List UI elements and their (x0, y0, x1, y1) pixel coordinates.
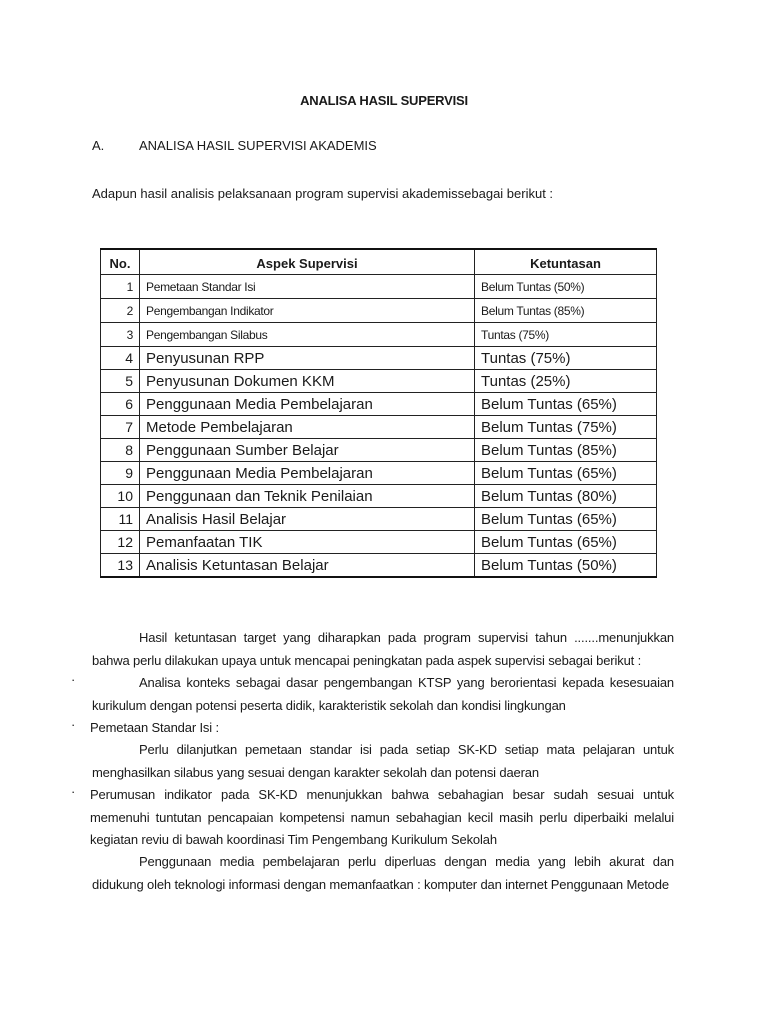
row-number: 11 (101, 508, 140, 531)
bullet-dot: · (71, 717, 76, 732)
row-number: 6 (101, 393, 140, 416)
intro-text: Adapun hasil analisis pelaksanaan program supervisi akademissebagai berikut : (92, 186, 554, 201)
section-heading-text: ANALISA HASIL SUPERVISI AKADEMIS (139, 138, 377, 153)
row-number: 10 (101, 485, 140, 508)
row-aspek: Metode Pembelajaran (140, 416, 475, 439)
table-row (101, 275, 657, 299)
bullet-dot: · (71, 672, 76, 687)
header-aspek: Aspek Supervisi (140, 249, 475, 275)
table-row (101, 299, 657, 323)
row-ketuntasan: Belum Tuntas (75%) (475, 416, 657, 439)
table-row (101, 439, 657, 462)
table-row (101, 462, 657, 485)
row-ketuntasan: Belum Tuntas (85%) (475, 439, 657, 462)
row-number: 7 (101, 416, 140, 439)
table-header-row (101, 249, 657, 275)
row-aspek: Analisis Hasil Belajar (140, 508, 475, 531)
row-number: 3 (101, 323, 140, 347)
paragraph-media: Penggunaan media pembelajaran perlu diperluas dengan media yang lebih akurat dan didukung oleh teknologi informasi dengan memanfaatkan : komputer dan internet Penggunaan Metode (92, 854, 674, 892)
paragraph-target: Hasil ketuntasan target yang diharapkan pada program supervisi tahun .......menunjukkan bahwa perlu dilakukan upaya untuk mencapai peningkatan pada aspek supervisi sebagai berikut : (92, 630, 674, 668)
row-aspek: Penggunaan Media Pembelajaran (140, 393, 475, 416)
paragraph-mapping: Perlu dilanjutkan pemetaan standar isi pada setiap SK-KD setiap mata pelajaran untuk menghasilkan silabus yang sesuai dengan karakter sekolah dan potensi daeran (92, 742, 674, 780)
row-aspek: Pemanfaatan TIK (140, 531, 475, 554)
row-number: 2 (101, 299, 140, 323)
row-number: 1 (101, 275, 140, 299)
header-ketuntasan: Ketuntasan (475, 249, 657, 275)
table-row (101, 323, 657, 347)
header-no: No. (101, 249, 140, 275)
row-number: 8 (101, 439, 140, 462)
row-ketuntasan: Belum Tuntas (50%) (475, 275, 657, 299)
section-letter: A. (92, 138, 105, 153)
row-ketuntasan: Belum Tuntas (65%) (475, 531, 657, 554)
row-ketuntasan: Belum Tuntas (80%) (475, 485, 657, 508)
paragraph-indicator: Perumusan indikator pada SK-KD menunjukkan bahwa sebahagian besar sudah sesuai untuk memenuhi tuntutan pencapaian kompetensi namun sebahagian kecil masih perlu diperbaiki melalui kegiatan reviu di bawah koordinasi Tim Pengembang Kurikulum Sekolah (90, 787, 674, 847)
table-row (101, 554, 657, 578)
row-ketuntasan: Tuntas (25%) (475, 370, 657, 393)
row-aspek: Penggunaan Media Pembelajaran (140, 462, 475, 485)
row-ketuntasan: Belum Tuntas (65%) (475, 393, 657, 416)
bullet-dot: · (71, 784, 76, 799)
row-ketuntasan: Tuntas (75%) (475, 347, 657, 370)
row-ketuntasan: Tuntas (75%) (475, 323, 657, 347)
row-aspek: Penggunaan dan Teknik Penilaian (140, 485, 475, 508)
row-number: 5 (101, 370, 140, 393)
row-aspek: Pengembangan Indikator (140, 299, 475, 323)
paragraph-context: Analisa konteks sebagai dasar pengembangan KTSP yang berorientasi kepada kesesuaian kurikulum dengan potensi peserta didik, karakteristik sekolah dan kondisi lingkungan (92, 675, 674, 713)
row-aspek: Penyusunan Dokumen KKM (140, 370, 475, 393)
row-aspek: Pemetaan Standar Isi (140, 275, 475, 299)
row-ketuntasan: Belum Tuntas (85%) (475, 299, 657, 323)
row-number: 9 (101, 462, 140, 485)
table-row (101, 508, 657, 531)
table-row (101, 393, 657, 416)
row-ketuntasan: Belum Tuntas (65%) (475, 508, 657, 531)
row-ketuntasan: Belum Tuntas (65%) (475, 462, 657, 485)
table-row (101, 370, 657, 393)
row-aspek: Penyusunan RPP (140, 347, 475, 370)
row-number: 4 (101, 347, 140, 370)
page-title: ANALISA HASIL SUPERVISI (300, 93, 468, 108)
table-row (101, 531, 657, 554)
row-number: 12 (101, 531, 140, 554)
supervision-table (100, 248, 657, 578)
table-row (101, 485, 657, 508)
row-aspek: Pengembangan Silabus (140, 323, 475, 347)
row-number: 13 (101, 554, 140, 578)
paragraph-mapping-heading: Pemetaan Standar Isi : (90, 720, 219, 735)
row-aspek: Analisis Ketuntasan Belajar (140, 554, 475, 578)
table-row (101, 416, 657, 439)
table-row (101, 347, 657, 370)
row-ketuntasan: Belum Tuntas (50%) (475, 554, 657, 578)
row-aspek: Penggunaan Sumber Belajar (140, 439, 475, 462)
